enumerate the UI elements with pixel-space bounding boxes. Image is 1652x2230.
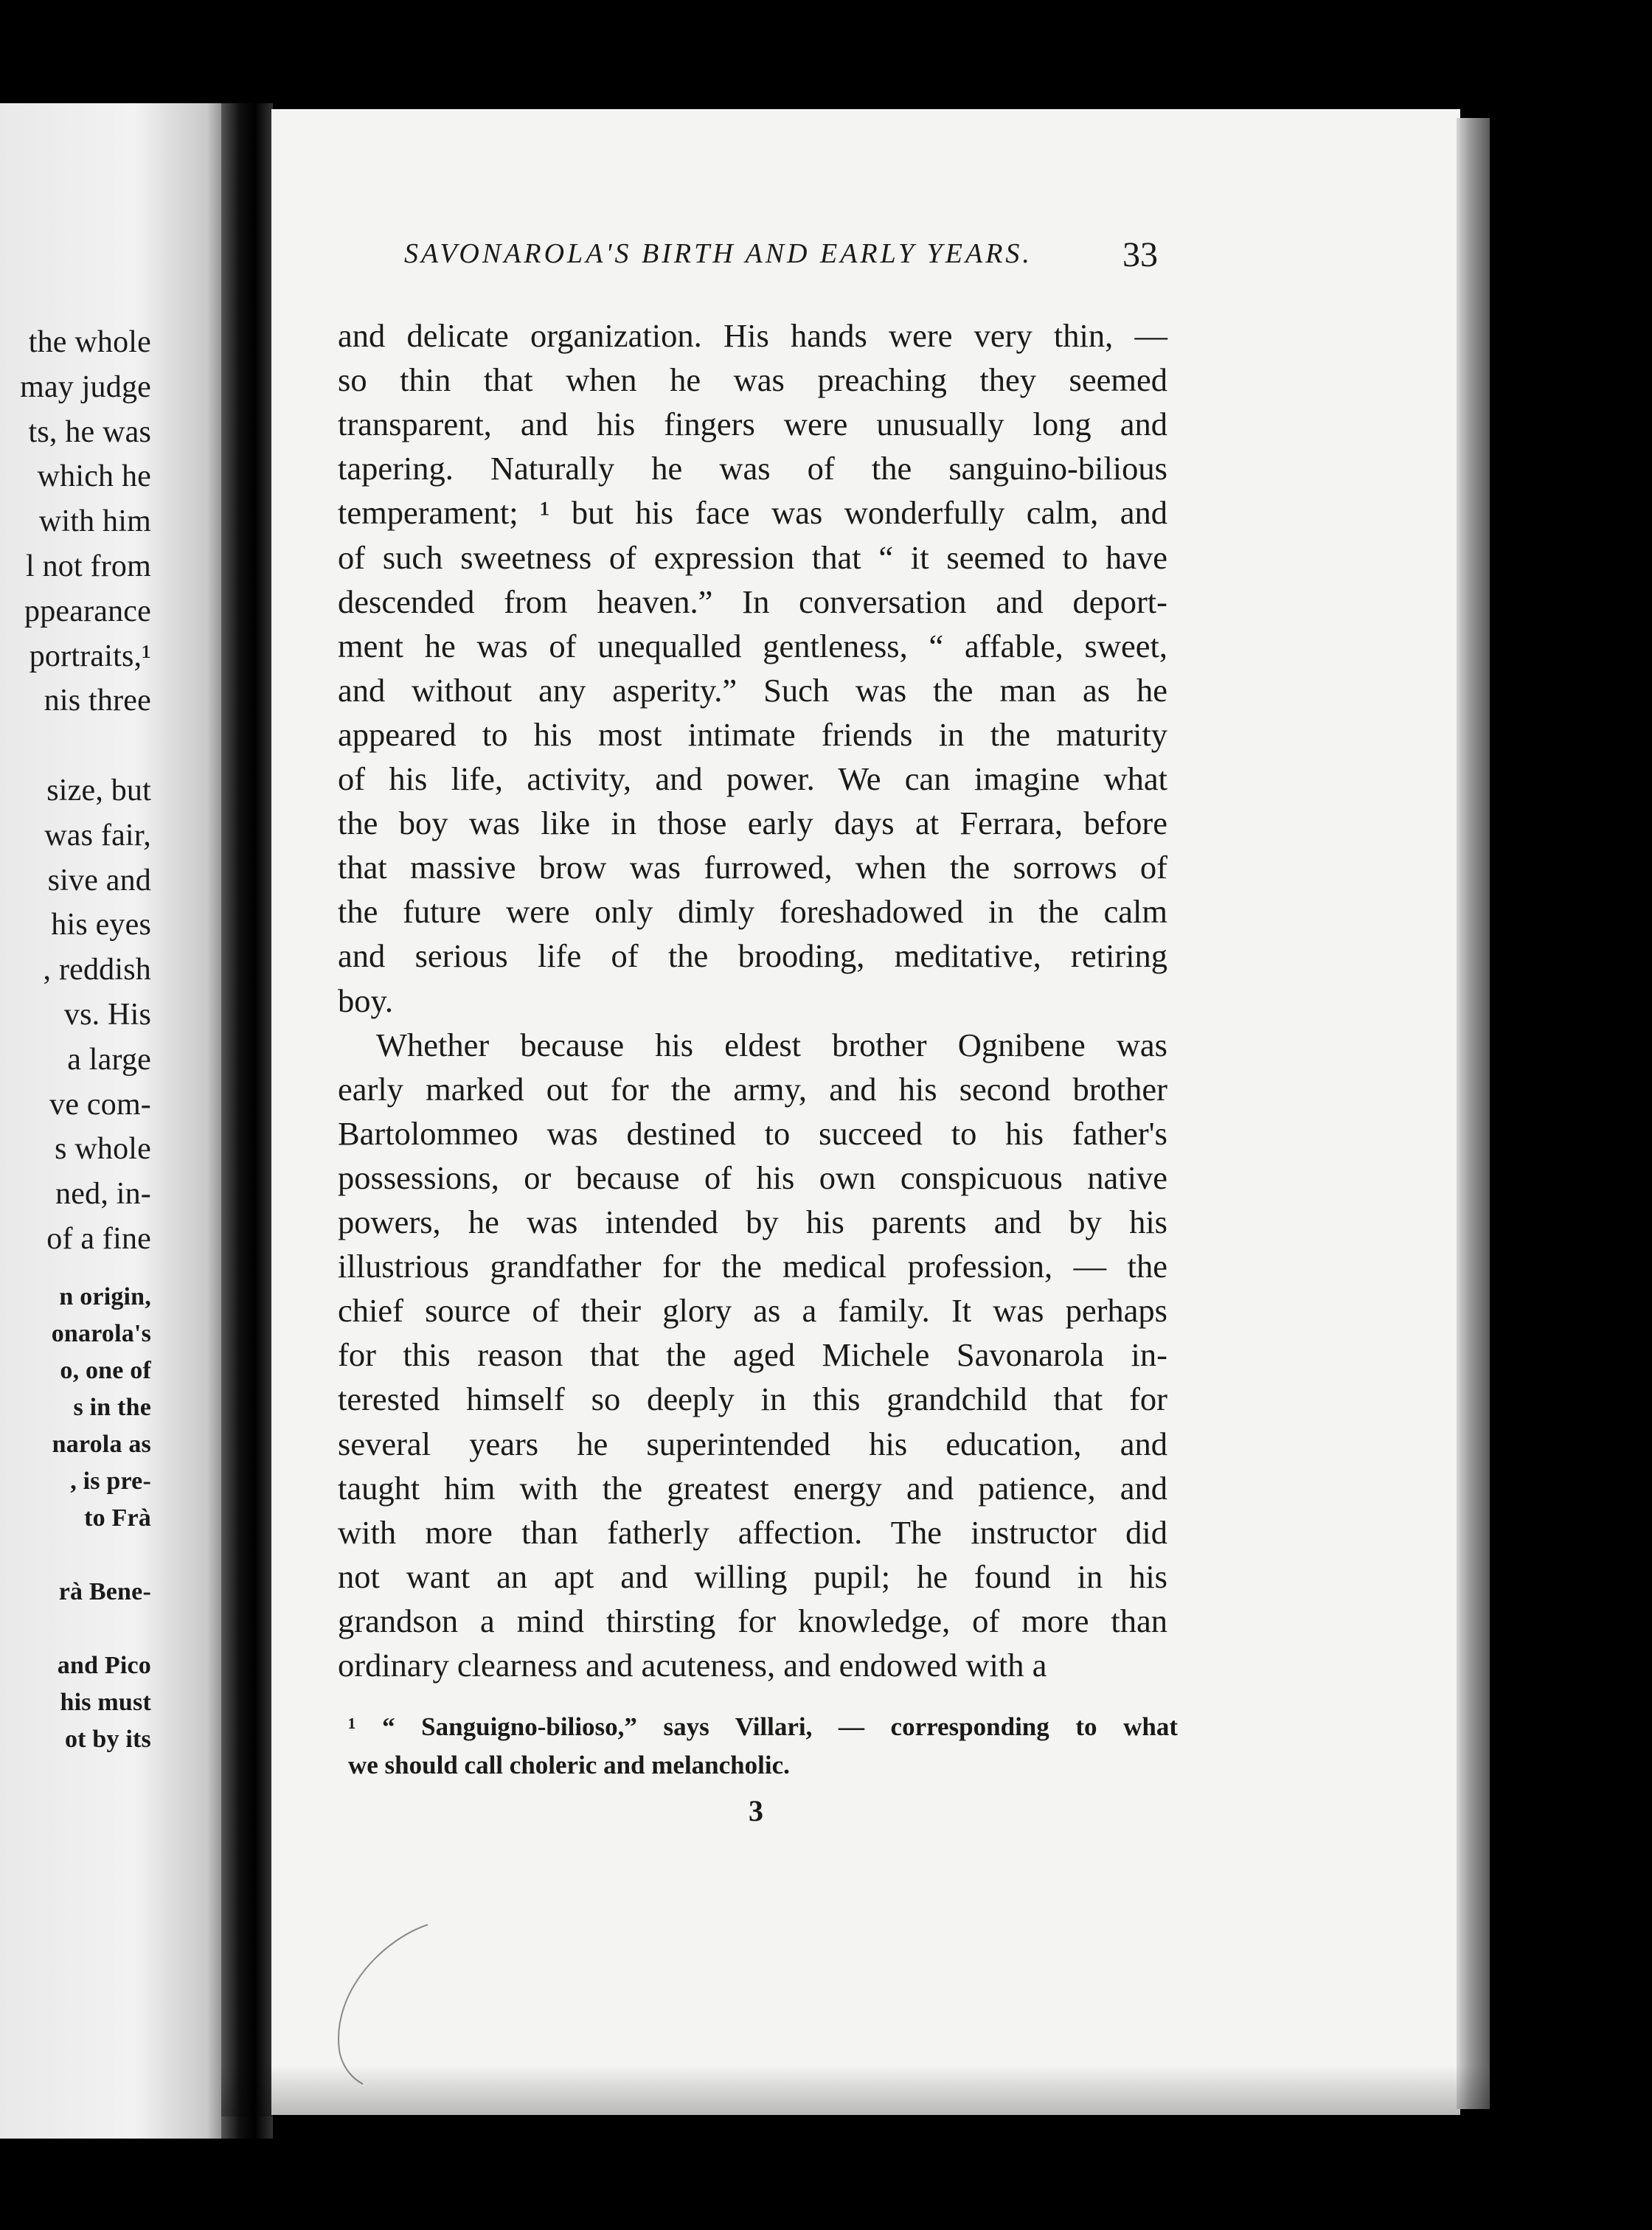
left-footnote-line: and Pico (57, 1652, 151, 1679)
body-line: possessions, or because of his own conspicuous native (338, 1159, 1167, 1196)
page-bottom-shadow (221, 2065, 1490, 2116)
book-gutter (221, 103, 273, 2139)
body-line: of such sweetness of expression that “ it seemed to have (338, 538, 1167, 576)
left-body-line: ve com- (49, 1087, 151, 1122)
left-body-line: a large (67, 1042, 151, 1077)
signature-mark: 3 (749, 1794, 763, 1827)
body-line: boy. (338, 982, 393, 1019)
running-head: SAVONAROLA'S BIRTH AND EARLY YEARS. (404, 238, 1032, 269)
body-line: appeared to his most intimate friends in the maturity (338, 715, 1167, 753)
body-line: tapering. Naturally he was of the sanguino-bilious (338, 450, 1167, 487)
body-line: several years he superintended his education, and (338, 1425, 1167, 1462)
left-body-line: his eyes (51, 908, 151, 942)
left-footnote-line: , is pre- (70, 1467, 151, 1495)
left-body-line: with him (38, 504, 151, 539)
body-line: not want an apt and willing pupil; he found in his (338, 1557, 1167, 1595)
body-line: Bartolommeo was destined to succeed to his father's (338, 1114, 1167, 1152)
left-footnote-line: ot by its (64, 1726, 151, 1753)
body-line: and delicate organization. His hands were very thin, — (338, 317, 1167, 354)
body-line: the boy was like in those early days at Ferrara, before (338, 805, 1167, 842)
left-body-line: l not from (26, 549, 151, 583)
body-line: and without any asperity.” Such was the man as he (338, 671, 1167, 709)
page-curl-mark (317, 1910, 465, 2087)
left-footnote-line: n origin, (59, 1283, 151, 1310)
left-body-line: ned, in- (55, 1177, 151, 1212)
left-footnote-line: his must (60, 1689, 151, 1716)
body-line: ordinary clearness and acuteness, and endowed with a (338, 1647, 1047, 1684)
left-body-line: was fair, (44, 818, 151, 852)
left-body-line: of a fine (46, 1222, 151, 1256)
body-line: transparent, and his fingers were unusually long and (338, 406, 1167, 443)
left-footnote-line: s in the (73, 1394, 151, 1421)
body-line: descended from heaven.” In conversation and deport- (338, 583, 1167, 620)
left-body-line: ppearance (24, 594, 151, 628)
body-line: taught him with the greatest energy and patience, and (338, 1469, 1167, 1507)
left-body-line: which he (37, 459, 151, 494)
left-body-line: nis three (44, 684, 151, 718)
body-line: so thin that when he was preaching they seemed (338, 361, 1167, 399)
body-line: with more than fatherly affection. The instructor did (338, 1513, 1167, 1551)
footnote-line: ¹ “ Sanguigno-bilioso,” says Villari, — corresponding to what (348, 1712, 1178, 1741)
left-footnote-line: narola as (52, 1431, 151, 1458)
left-body-line: s whole (55, 1132, 151, 1167)
body-line: for this reason that the aged Michele Savonarola in- (338, 1336, 1167, 1374)
footnote-line: we should call choleric and melancholic. (348, 1751, 790, 1779)
left-body-line: size, but (46, 774, 151, 807)
left-footnote-line: to Frà (84, 1504, 151, 1532)
body-line: and serious life of the brooding, meditative, retiring (338, 937, 1167, 975)
body-line: grandson a mind thirsting for knowledge, of more than (338, 1602, 1167, 1639)
left-body-line: portraits,¹ (29, 639, 151, 673)
left-body-line: vs. His (63, 998, 151, 1032)
body-line: illustrious grandfather for the medical profession, — the (338, 1248, 1167, 1285)
page-edge (1457, 118, 1490, 2109)
left-footnote-line: onarola's (51, 1320, 151, 1347)
left-body-line: sive and (47, 863, 151, 897)
left-body-line: may judge (20, 369, 151, 404)
page-number: 33 (1122, 235, 1158, 274)
body-line: chief source of their glory as a family. It was perhaps (338, 1292, 1167, 1330)
left-footnote-line: o, one of (60, 1357, 151, 1384)
body-line: terested himself so deeply in this grandchild that for (338, 1380, 1167, 1418)
left-footnote-line: rà Bene- (58, 1578, 151, 1605)
body-line: early marked out for the army, and his second brother (338, 1070, 1167, 1108)
left-page-text (0, 103, 151, 2139)
left-body-line: ts, he was (28, 414, 151, 449)
left-body-line: , reddish (43, 953, 151, 987)
body-line: the future were only dimly foreshadowed in the calm (338, 893, 1167, 931)
left-page (0, 103, 225, 2139)
body-line: of his life, activity, and power. We can imagine what (338, 760, 1167, 797)
body-line: ment he was of unequalled gentleness, “ affable, sweet, (338, 627, 1167, 664)
left-body-line: the whole (28, 325, 151, 359)
body-line: that massive brow was furrowed, when the sorrows of (338, 849, 1167, 886)
body-line: temperament; ¹ but his face was wonderfully calm, and (338, 494, 1167, 532)
body-line: powers, he was intended by his parents and by his (338, 1203, 1167, 1240)
body-line: Whether because his eldest brother Ognibene was (376, 1026, 1167, 1063)
